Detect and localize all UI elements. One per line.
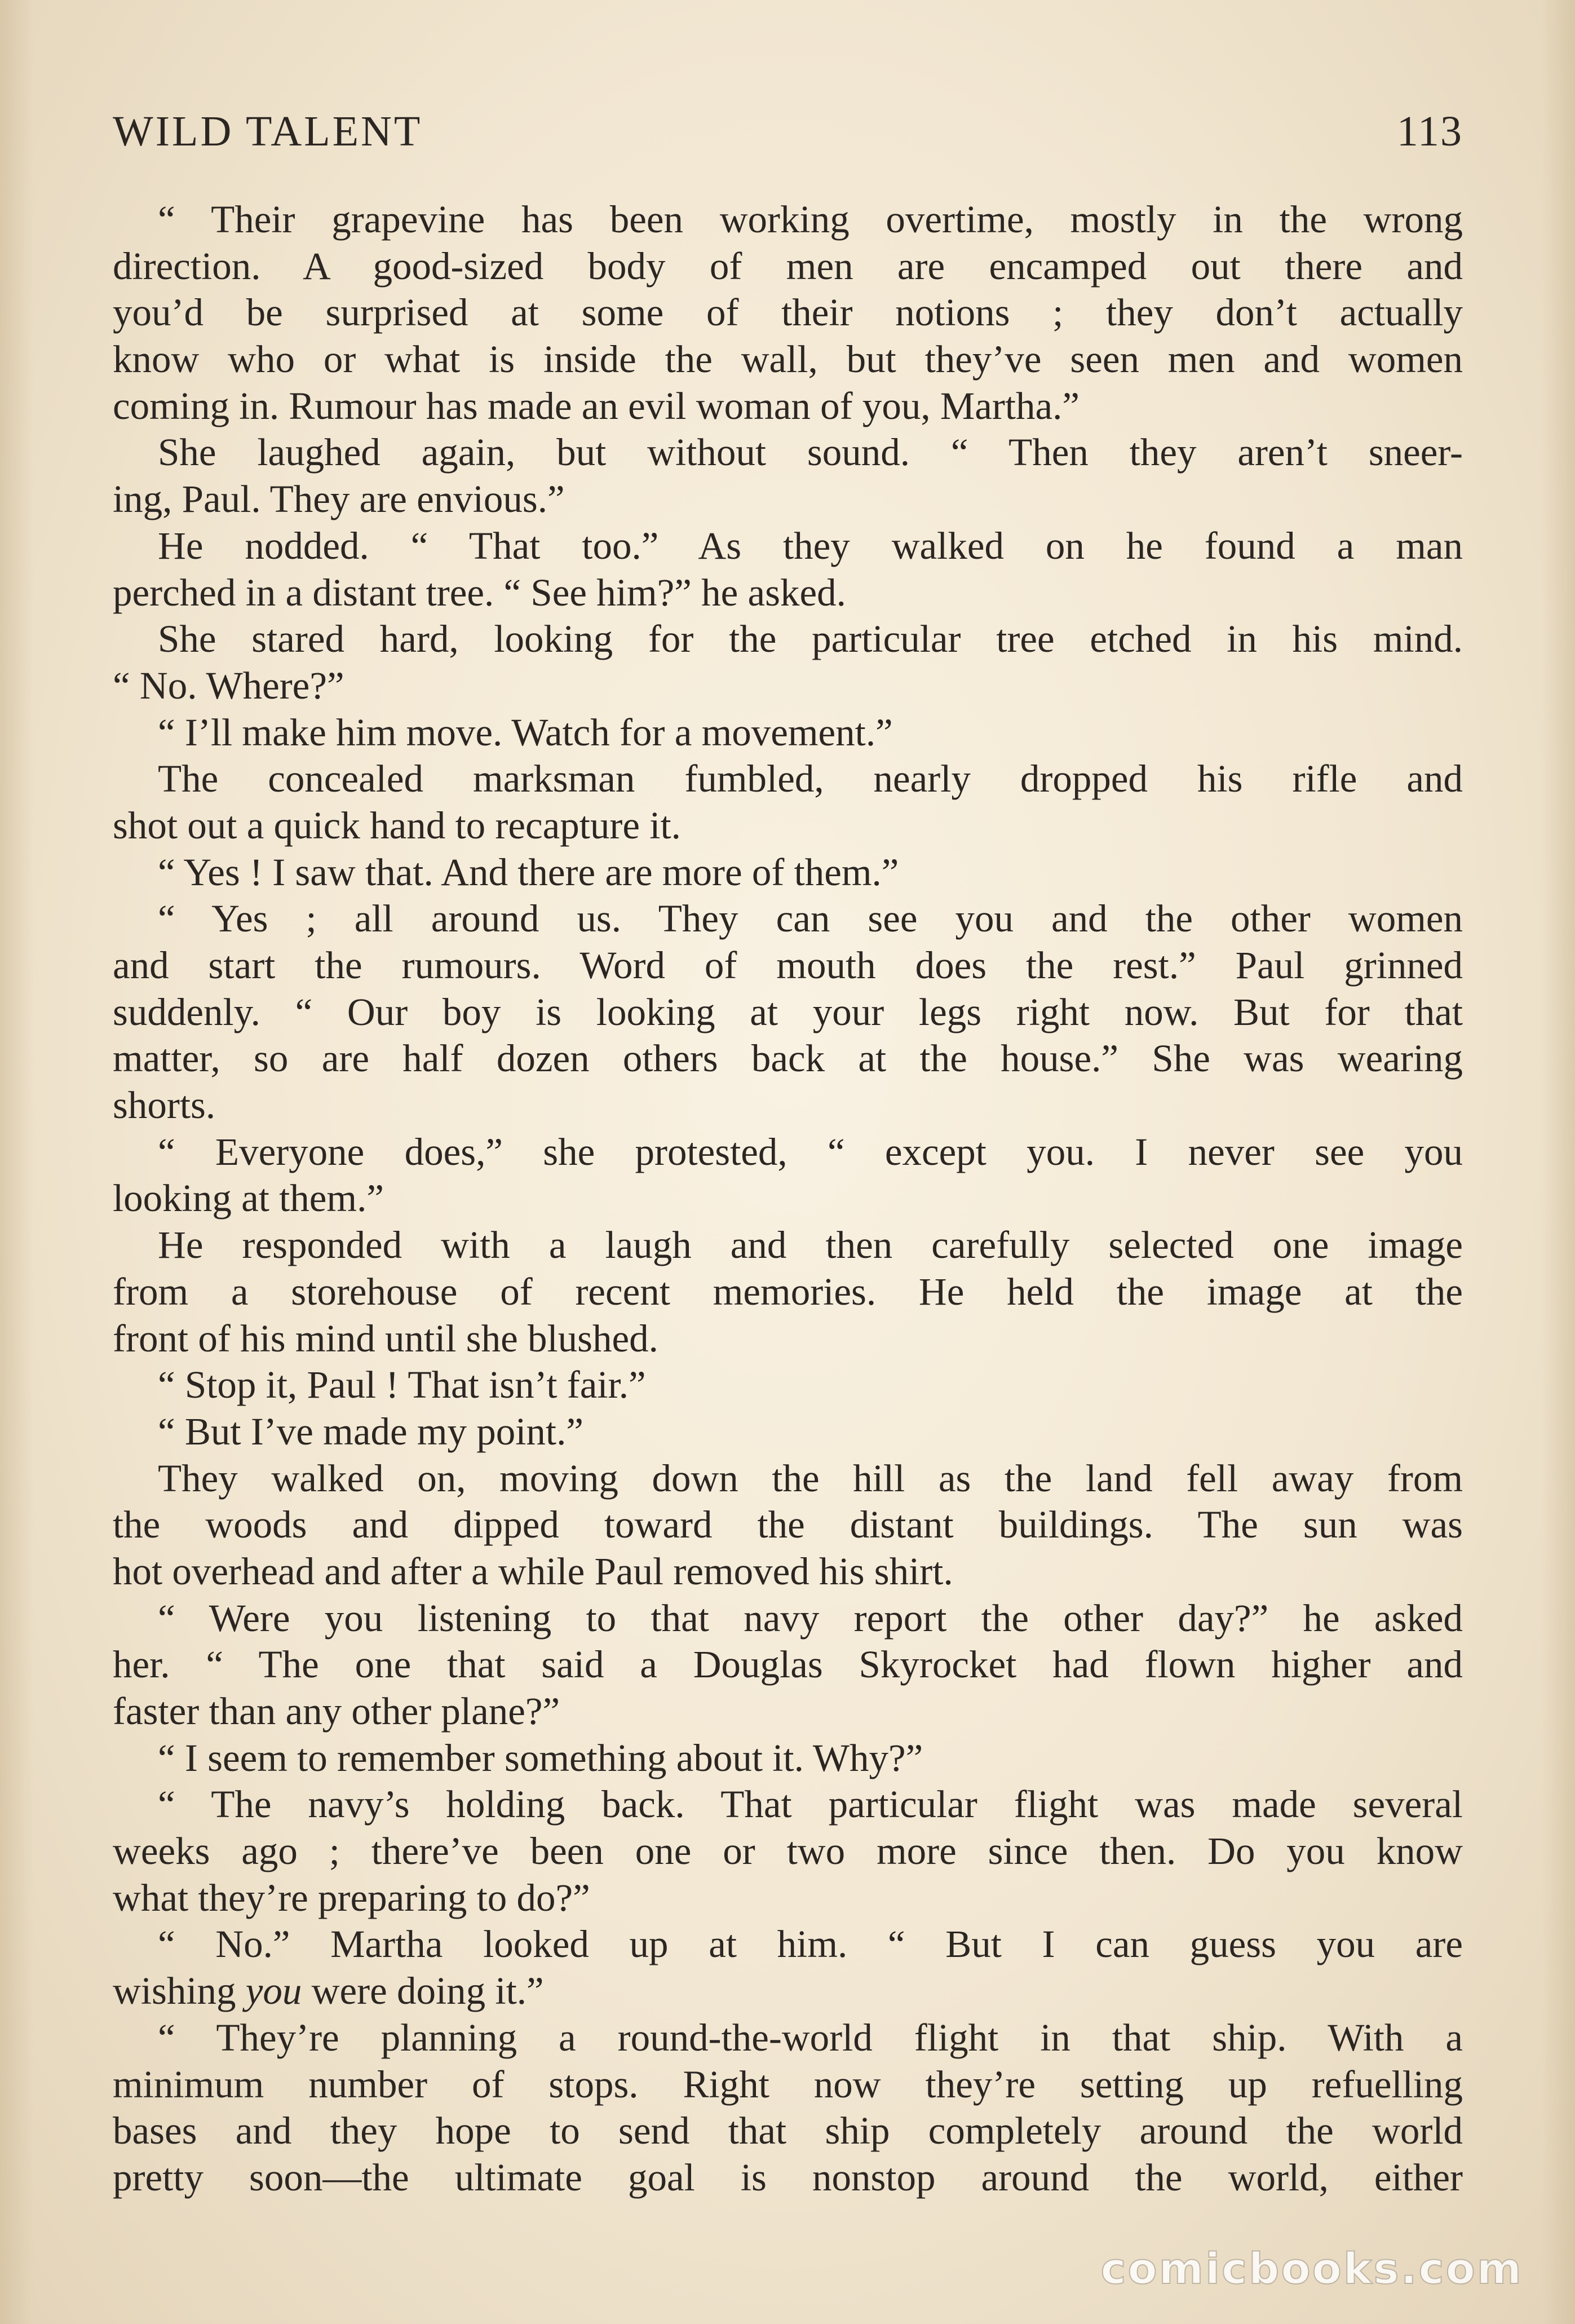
- text-line: ing, Paul. They are envious.”: [113, 478, 565, 521]
- text-line: pretty soon—the ultimate goal is nonstop around the world, either: [113, 2155, 1463, 2199]
- text-line: “ No. Where?”: [113, 664, 344, 707]
- text-line: what they’re preparing to do?”: [113, 1876, 590, 1919]
- text-line: faster than any other plane?”: [113, 1690, 560, 1733]
- text-line: perched in a distant tree. “ See him?” he asked.: [113, 571, 846, 614]
- text-line: “ Were you listening to that navy report the other day?” he asked: [158, 1596, 1463, 1640]
- body-text: [113, 196, 1463, 2201]
- text-line: matter, so are half dozen others back at the house.” She was wearing: [113, 1037, 1463, 1080]
- text-line: The concealed marksman fumbled, nearly dropped his rifle and: [158, 757, 1463, 801]
- text-line: hot overhead and after a while Paul removed his shirt.: [113, 1549, 953, 1593]
- text-line: the woods and dipped toward the distant buildings. The sun was: [113, 1503, 1463, 1547]
- watermark: comicbooks.com: [1100, 2243, 1523, 2294]
- text-line: She laughed again, but without sound. “ Then they aren’t sneer-: [158, 431, 1463, 474]
- text-line: direction. A good-sized body of men are encamped out there and: [113, 244, 1463, 288]
- text-line: “ Their grapevine has been working overtime, mostly in the wrong: [158, 198, 1463, 241]
- text-line: “ But I’ve made my point.”: [158, 1410, 583, 1453]
- text-line: “ I seem to remember something about it. Why?”: [158, 1736, 923, 1779]
- text-line: “ Yes ; all around us. They can see you and the other women: [158, 897, 1463, 940]
- text-line: looking at them.”: [113, 1177, 384, 1220]
- text-line: know who or what is inside the wall, but they’ve seen men and women: [113, 338, 1463, 381]
- text-line: “ They’re planning a round-the-world flight in that ship. With a: [158, 2016, 1463, 2059]
- page-edge-shading-right: [1541, 0, 1575, 2324]
- text-line: He nodded. “ That too.” As they walked on he found a man: [158, 524, 1463, 567]
- text-line: “ Everyone does,” she protested, “ except you. I never see you: [158, 1130, 1463, 1173]
- text-line: “ The navy’s holding back. That particular flight was made several: [158, 1783, 1463, 1826]
- book-title: WILD TALENT: [113, 108, 423, 155]
- text-line: wishing you were doing it.”: [113, 1969, 544, 2013]
- page-number: 113: [1396, 108, 1463, 155]
- emphasized-word: you: [245, 1969, 302, 2013]
- text-line: from a storehouse of recent memories. He held the image at the: [113, 1270, 1463, 1313]
- text-line: shot out a quick hand to recapture it.: [113, 803, 681, 847]
- text-line: “ I’ll make him move. Watch for a movement.”: [158, 710, 893, 754]
- text-line: her. “ The one that said a Douglas Skyrocket had flown higher and: [113, 1643, 1463, 1686]
- text-line: “ Yes ! I saw that. And there are more of them.”: [158, 850, 899, 894]
- text-line: suddenly. “ Our boy is looking at your legs right now. But for that: [113, 990, 1463, 1033]
- text-line: He responded with a laugh and then carefully selected one image: [158, 1223, 1463, 1267]
- text-line: shorts.: [113, 1084, 216, 1127]
- text-line: and start the rumours. Word of mouth does the rest.” Paul grinned: [113, 944, 1463, 987]
- text-line: weeks ago ; there’ve been one or two more since then. Do you know: [113, 1830, 1463, 1873]
- text-line: you’d be surprised at some of their notions ; they don’t actually: [113, 291, 1463, 334]
- text-line: “ No.” Martha looked up at him. “ But I can guess you are: [158, 1923, 1463, 1966]
- text-line: They walked on, moving down the hill as the land fell away from: [158, 1456, 1463, 1500]
- text-line: minimum number of stops. Right now they’re setting up refuelling: [113, 2062, 1463, 2106]
- text-line: coming in. Rumour has made an evil woman of you, Martha.”: [113, 384, 1080, 427]
- page-edge-shading-left: [0, 0, 34, 2324]
- text-line: “ Stop it, Paul ! That isn’t fair.”: [158, 1363, 646, 1407]
- text-line: front of his mind until she blushed.: [113, 1316, 658, 1360]
- text-line: bases and they hope to send that ship completely around the world: [113, 2109, 1463, 2153]
- text-line: She stared hard, looking for the particular tree etched in his mind.: [158, 617, 1463, 661]
- running-head: [113, 100, 1463, 162]
